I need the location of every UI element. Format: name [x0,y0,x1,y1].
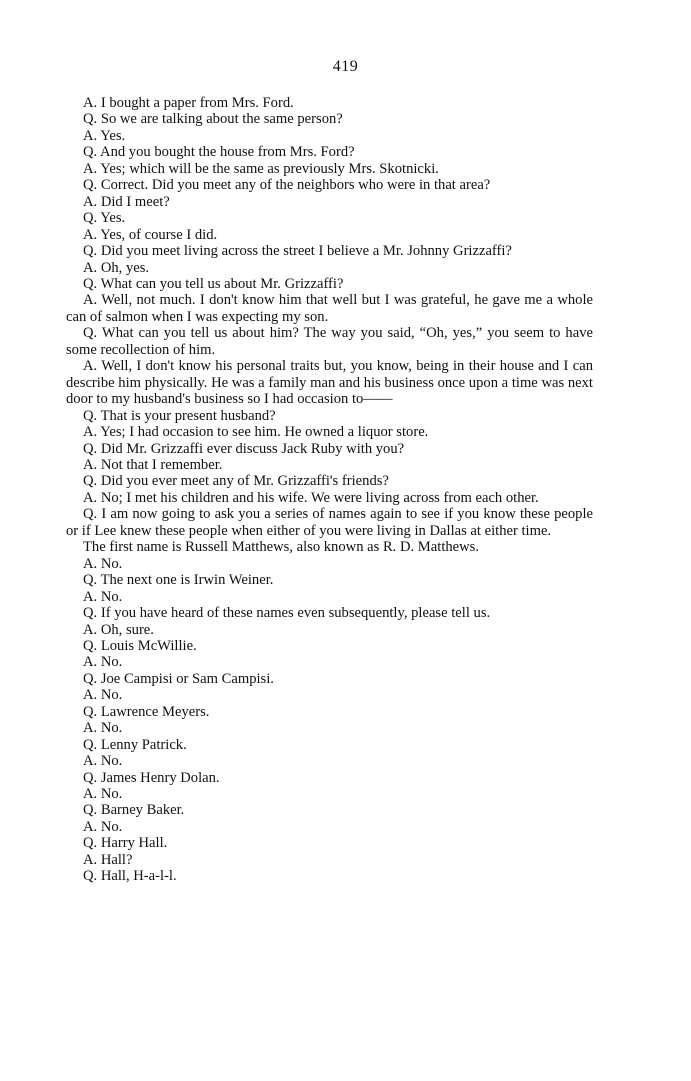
transcript-body [66,95,593,885]
transcript-line: Q. So we are talking about the same person? [83,111,343,128]
transcript-line: Q. Joe Campisi or Sam Campisi. [83,670,274,687]
transcript-line: Q. Did Mr. Grizzaffi ever discuss Jack Ruby with you? [83,440,405,457]
transcript-line: Q. Lenny Patrick. [83,736,187,753]
transcript-line: A. Yes; which will be the same as previously Mrs. Skotnicki. [83,160,439,177]
transcript-line: A. No. [83,687,123,704]
transcript-line: Q. If you have heard of these names even subsequently, please tell us. [83,605,491,622]
transcript-line: Q. Louis McWillie. [83,637,197,654]
transcript-line: A. Oh, sure. [83,621,154,638]
transcript-line: A. Oh, yes. [83,259,150,276]
transcript-line: A. Well, not much. I don't know him that well but I was grateful, he gave me a whole can of salmon when I was expecting my son. [66,292,593,325]
transcript-line: A. No. [83,818,123,835]
transcript-line: Q. Lawrence Meyers. [83,703,210,720]
transcript-line: A. Did I meet? [83,193,170,210]
transcript-line: A. Hall? [83,851,133,868]
transcript-line: A. No. [83,588,123,605]
transcript-line: Q. Barney Baker. [83,802,185,819]
transcript-line: Q. The next one is Irwin Weiner. [83,572,274,589]
transcript-line: Q. And you bought the house from Mrs. Ford? [83,144,355,161]
transcript-line: A. No. [83,786,123,803]
transcript-line: A. Well, I don't know his personal traits but, you know, being in their house and I can describe him physically. He was a family man and his business once upon a time was next door to my husband's business so I had occasion to—— [66,358,593,408]
transcript-line: A. No; I met his children and his wife. We were living across from each other. [83,489,539,506]
transcript-line: A. I bought a paper from Mrs. Ford. [83,95,294,111]
transcript-line: A. No. [83,720,123,737]
transcript-line: The first name is Russell Matthews, also known as R. D. Matthews. [83,539,480,556]
transcript-line: Q. Did you meet living across the street I believe a Mr. Johnny Grizzaffi? [83,243,512,260]
transcript-line: Q. I am now going to ask you a series of names again to see if you know these people or if Lee knew these people when either of you were living in Dallas at either time. [66,506,593,539]
transcript-line: A. Yes; I had occasion to see him. He owned a liquor store. [83,424,429,441]
transcript-line: Q. That is your present husband? [83,407,276,424]
transcript-line: A. Not that I remember. [83,456,223,473]
transcript-line: Q. James Henry Dolan. [83,769,220,786]
transcript-line: A. Yes, of course I did. [83,226,218,243]
transcript-line: A. Yes. [83,127,126,144]
transcript-line: A. No. [83,753,123,770]
page-number: 419 [332,58,359,75]
transcript-line: A. No. [83,555,123,572]
transcript-line: Q. Did you ever meet any of Mr. Grizzaffi's friends? [83,473,389,490]
transcript-line: Q. What can you tell us about Mr. Grizzaffi? [83,275,344,292]
transcript-line: Q. Yes. [83,210,126,227]
transcript-line: Q. Harry Hall. [83,835,168,852]
transcript-line: Q. What can you tell us about him? The way you said, “Oh, yes,” you seem to have some recollection of him. [66,325,593,358]
transcript-line: Q. Hall, H-a-l-l. [83,868,177,885]
transcript-line: Q. Correct. Did you meet any of the neighbors who were in that area? [83,177,491,194]
transcript-line: A. No. [83,654,123,671]
